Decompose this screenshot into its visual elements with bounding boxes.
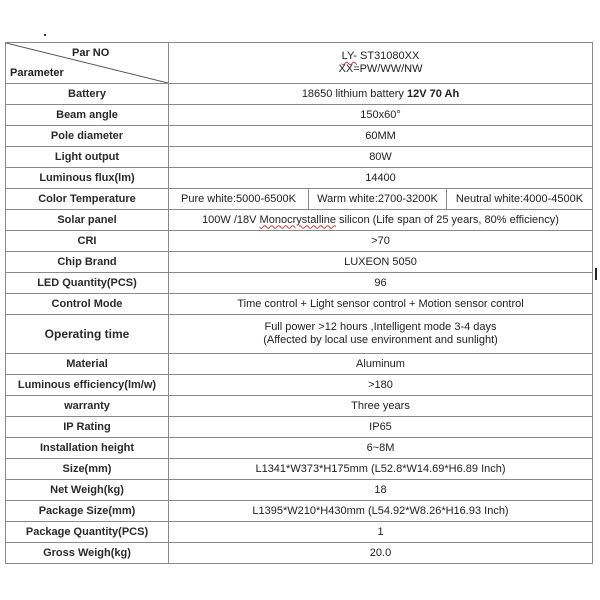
table-row — [6, 126, 593, 147]
cri-label: CRI — [6, 231, 169, 252]
beam-angle-label: Beam angle — [6, 105, 169, 126]
light-output-value: 80W — [169, 147, 593, 168]
package-size-value: L1395*W210*H430mm (L54.92*W8.26*H16.93 Inch) — [169, 501, 593, 522]
table-row — [6, 168, 593, 189]
table-row — [6, 105, 593, 126]
table-row — [6, 147, 593, 168]
stray-dot-mark — [44, 34, 46, 36]
table-row — [6, 438, 593, 459]
battery-value-capacity: 12V 70 Ah — [406, 87, 460, 100]
table-row — [6, 231, 593, 252]
table-row — [6, 210, 593, 231]
table-row — [6, 396, 593, 417]
gross-weight-value: 20.0 — [169, 543, 593, 564]
table-row-header — [6, 43, 593, 84]
model-note: XX=PW/WW/NW — [338, 63, 423, 75]
luminous-efficiency-label: Luminous efficiency(lm/w) — [6, 375, 169, 396]
table-row — [6, 375, 593, 396]
color-temperature-pure: Pure white:5000-6500K — [169, 189, 309, 210]
package-size-label: Package Size(mm) — [6, 501, 169, 522]
ip-rating-value: IP65 — [169, 417, 593, 438]
luminous-flux-value: 14400 — [169, 168, 593, 189]
chip-brand-value: LUXEON 5050 — [169, 252, 593, 273]
installation-height-value: 6~8M — [169, 438, 593, 459]
table-row — [6, 252, 593, 273]
parameter-label: Parameter — [10, 67, 64, 79]
operating-time-line-2: (Affected by local use environment and sunlight) — [263, 334, 498, 346]
luminous-efficiency-value: >180 — [169, 375, 593, 396]
light-output-label: Light output — [6, 147, 169, 168]
net-weight-label: Net Weigh(kg) — [6, 480, 169, 501]
control-mode-label: Control Mode — [6, 294, 169, 315]
table-row — [6, 294, 593, 315]
net-weight-value: 18 — [169, 480, 593, 501]
table-row — [6, 459, 593, 480]
warranty-label: warranty — [6, 396, 169, 417]
warranty-value: Three years — [169, 396, 593, 417]
led-quantity-label: LED Quantity(PCS) — [6, 273, 169, 294]
solar-panel-power: 100W /18V — [202, 213, 260, 226]
color-temperature-label: Color Temperature — [6, 189, 169, 210]
battery-label: Battery — [6, 84, 169, 105]
material-value: Aluminum — [169, 354, 593, 375]
ip-rating-label: IP Rating — [6, 417, 169, 438]
table-row — [6, 501, 593, 522]
color-temperature-warm: Warm white:2700-3200K — [309, 189, 447, 210]
table-row — [6, 189, 593, 210]
led-quantity-value: 96 — [169, 273, 593, 294]
gross-weight-label: Gross Weigh(kg) — [6, 543, 169, 564]
edge-tick-mark — [595, 268, 597, 280]
table-row — [6, 84, 593, 105]
size-label: Size(mm) — [6, 459, 169, 480]
table-row — [6, 480, 593, 501]
table-row — [6, 354, 593, 375]
header-diagonal-cell — [6, 43, 169, 84]
table-row — [6, 273, 593, 294]
battery-value-type: 18650 lithium battery — [301, 87, 407, 100]
model-cell — [169, 43, 593, 84]
table-row — [6, 417, 593, 438]
solar-panel-type: Monocrystalline — [259, 213, 336, 226]
package-quantity-label: Package Quantity(PCS) — [6, 522, 169, 543]
size-value: L1341*W373*H175mm (L52.8*W14.69*H6.89 Inch) — [169, 459, 593, 480]
pole-diameter-label: Pole diameter — [6, 126, 169, 147]
pole-diameter-value: 60MM — [169, 126, 593, 147]
model-code: ST31080XX — [356, 50, 420, 62]
chip-brand-label: Chip Brand — [6, 252, 169, 273]
luminous-flux-label: Luminous flux(lm) — [6, 168, 169, 189]
operating-time-value — [169, 315, 593, 354]
package-quantity-value: 1 — [169, 522, 593, 543]
installation-height-label: Installation height — [6, 438, 169, 459]
model-prefix: LY- — [341, 50, 357, 62]
table-row — [6, 543, 593, 564]
table-row — [6, 315, 593, 354]
solar-panel-value — [169, 210, 593, 231]
par-no-label: Par NO — [72, 47, 110, 59]
operating-time-label: Operating time — [6, 315, 169, 354]
control-mode-value: Time control + Light sensor control + Motion sensor control — [169, 294, 593, 315]
solar-panel-label: Solar panel — [6, 210, 169, 231]
operating-time-line-1: Full power >12 hours ,Intelligent mode 3-4 days — [264, 321, 497, 333]
solar-panel-detail: silicon (Life span of 25 years, 80% efficiency) — [335, 213, 559, 226]
battery-value — [169, 84, 593, 105]
color-temperature-neutral: Neutral white:4000-4500K — [447, 189, 593, 210]
beam-angle-value: 150x60° — [169, 105, 593, 126]
spec-table — [5, 42, 593, 564]
cri-value: >70 — [169, 231, 593, 252]
material-label: Material — [6, 354, 169, 375]
table-row — [6, 522, 593, 543]
